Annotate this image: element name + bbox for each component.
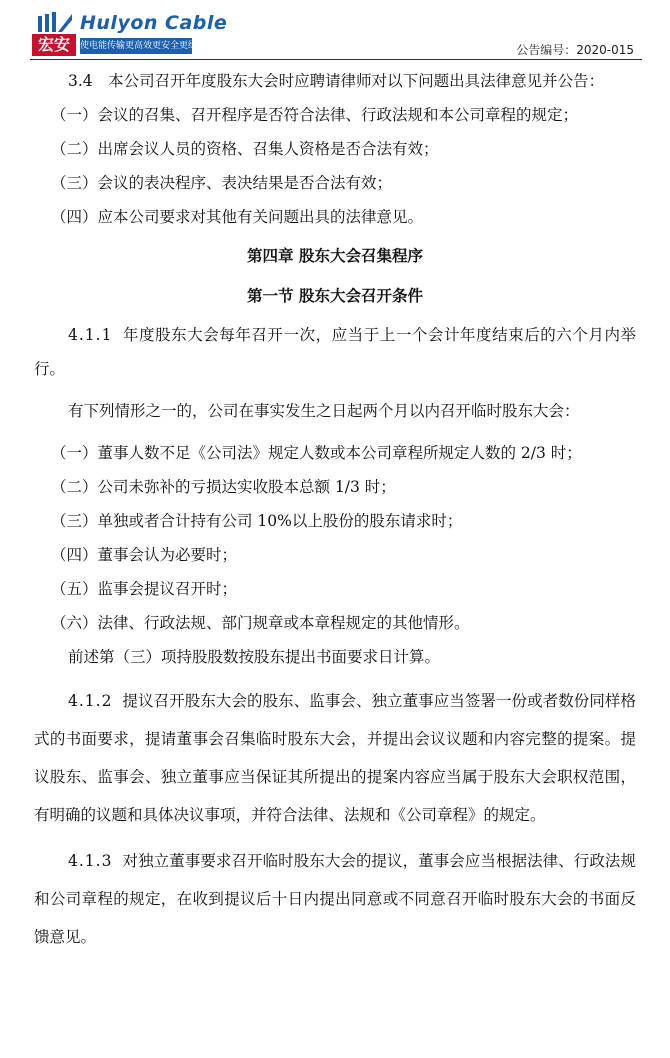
condition-item-6: （六）法律、行政法规、部门规章或本章程规定的其他情形。	[51, 614, 470, 632]
paragraph-4-1-2	[34, 682, 636, 834]
document-body	[34, 64, 636, 956]
condition-item-2: （二）公司未弥补的亏损达实收股本总额 1/3 时；	[51, 478, 396, 496]
announcement-number: 公告编号：2020-015	[516, 43, 634, 57]
clause-text: 对独立董事要求召开临时股东大会的提议，董事会应当根据法律、行政法规和公司章程的规定，在收到提议后十日内提出同意或不同意召开临时股东大会的书面反馈意见。	[34, 852, 636, 946]
paragraph-4-1-1	[34, 318, 636, 386]
logo-chinese-name: 宏安	[32, 34, 76, 56]
clause-number: 4.1.1	[68, 326, 113, 344]
logo-slogan: 使电能传输更高效更安全更绿色	[80, 38, 192, 54]
clause-text: 年度股东大会每年召开一次，应当于上一个会计年度结束后的六个月内举行。	[34, 326, 636, 378]
logo-english-name: Hulyon Cable	[80, 12, 228, 34]
logo-mark-icon	[36, 12, 72, 34]
paragraph-conditions-intro: 有下列情形之一的，公司在事实发生之日起两个月以内召开临时股东大会：	[68, 402, 580, 420]
condition-item-1: （一）董事人数不足《公司法》规定人数或本公司章程所规定人数的 2/3 时；	[51, 444, 582, 462]
clause-number: 4.1.3	[68, 852, 113, 870]
paragraph-share-calculation: 前述第（三）项持股股数按股东提出书面要求日计算。	[68, 648, 441, 666]
page-header	[0, 0, 670, 62]
legal-item-2: （二）出席会议人员的资格、召集人资格是否合法有效；	[51, 140, 439, 158]
paragraph-4-1-3	[34, 842, 636, 956]
clause-text: 提议召开股东大会的股东、监事会、独立董事应当签署一份或者数份同样格式的书面要求，提请董事会召集临时股东大会，并提出会议议题和内容完整的提案。提议股东、监事会、独立董事应当保证其所提出的提案内容应当属于股东大会职权范围，有明确的议题和具体决议事项，并符合法律、法规和《公司章程》的规定。	[34, 692, 636, 824]
chapter-title: 第四章 股东大会召集程序	[247, 246, 423, 265]
condition-item-5: （五）监事会提议召开时；	[51, 580, 238, 598]
section-title: 第一节 股东大会召开条件	[247, 286, 423, 305]
legal-item-4: （四）应本公司要求对其他有关问题出具的法律意见。	[51, 208, 424, 226]
condition-item-4: （四）董事会认为必要时；	[51, 546, 238, 564]
header-divider	[30, 59, 642, 60]
clause-number: 4.1.2	[68, 692, 113, 710]
company-logo	[32, 12, 228, 58]
legal-item-1: （一）会议的召集、召开程序是否符合法律、行政法规和本公司章程的规定；	[51, 106, 579, 124]
condition-item-3: （三）单独或者合计持有公司 10%以上股份的股东请求时；	[51, 512, 463, 530]
legal-item-3: （三）会议的表决程序、表决结果是否合法有效；	[51, 174, 393, 192]
paragraph-3-4: 3.4 本公司召开年度股东大会时应聘请律师对以下问题出具法律意见并公告：	[68, 72, 605, 90]
